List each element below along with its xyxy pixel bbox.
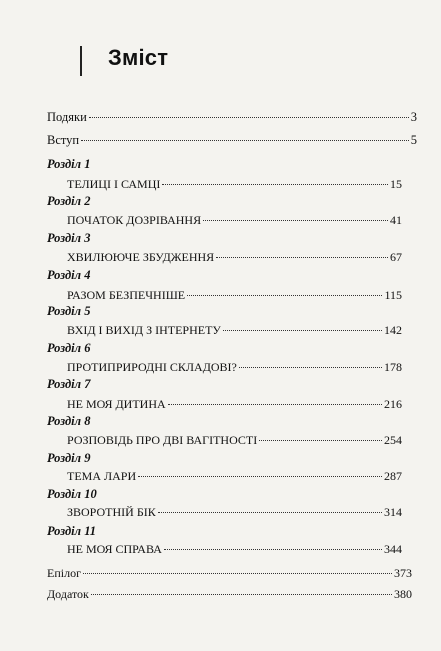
chapter-title: ХВИЛЮЮЧЕ ЗБУДЖЕННЯ — [67, 250, 215, 264]
toc-entry-chapter — [67, 469, 402, 483]
toc-entry-page: 373 — [394, 566, 412, 580]
chapter-page: 287 — [384, 469, 402, 483]
chapter-title: ПРОТИПРИРОДНІ СКЛАДОВІ? — [67, 360, 237, 374]
section-label: Розділ 11 — [47, 524, 97, 538]
section-label: Розділ 6 — [47, 341, 91, 355]
dot-leader — [187, 295, 382, 296]
section-label: Розділ 4 — [47, 268, 91, 282]
toc-entry-epilogue — [47, 566, 412, 580]
toc-entry-page: 5 — [410, 133, 417, 147]
dot-leader — [164, 549, 382, 550]
dot-leader — [158, 512, 382, 513]
chapter-page: 216 — [384, 397, 402, 411]
chapter-title: ВХІД І ВИХІД З ІНТЕРНЕТУ — [67, 323, 221, 337]
toc-entry-label: Подяки — [47, 110, 87, 124]
toc-entry-chapter — [67, 542, 402, 556]
toc-entry-chapter — [67, 433, 402, 447]
title-rule — [80, 46, 82, 76]
dot-leader — [259, 440, 382, 441]
toc-entry-chapter — [67, 397, 402, 411]
chapter-title: РОЗПОВІДЬ ПРО ДВІ ВАГІТНОСТІ — [67, 433, 258, 447]
dot-leader — [223, 330, 382, 331]
section-label: Розділ 7 — [47, 377, 91, 391]
section-label: Розділ 5 — [47, 304, 91, 318]
toc-entry-chapter — [67, 250, 402, 264]
chapter-title: ТЕМА ЛАРИ — [67, 469, 137, 483]
page-title: Зміст — [108, 45, 169, 70]
chapter-page: 67 — [390, 250, 402, 264]
toc-entry-chapter — [67, 323, 402, 337]
toc-entry-label: Епілог — [47, 566, 81, 580]
dot-leader — [89, 117, 409, 118]
dot-leader — [138, 476, 382, 477]
toc-entry-label: Додаток — [47, 587, 89, 601]
toc-entry-acknowledgements — [47, 110, 417, 124]
section-label: Розділ 3 — [47, 231, 91, 245]
dot-leader — [203, 220, 388, 221]
dot-leader — [162, 184, 388, 185]
section-label: Розділ 8 — [47, 414, 91, 428]
chapter-page: 115 — [384, 288, 402, 302]
chapter-title: НЕ МОЯ СПРАВА — [67, 542, 162, 556]
toc-entry-introduction — [47, 133, 417, 147]
toc-entry-chapter — [67, 288, 402, 302]
chapter-page: 178 — [384, 360, 402, 374]
toc-entry-chapter — [67, 213, 402, 227]
chapter-title: НЕ МОЯ ДИТИНА — [67, 397, 166, 411]
toc-entry-page: 3 — [410, 110, 417, 124]
section-label: Розділ 10 — [47, 487, 97, 501]
chapter-page: 142 — [384, 323, 402, 337]
chapter-title: ТЕЛИЦІ І САМЦІ — [67, 177, 161, 191]
toc-entry-chapter — [67, 177, 402, 191]
dot-leader — [239, 367, 382, 368]
section-label: Розділ 1 — [47, 157, 91, 171]
section-label: Розділ 2 — [47, 194, 91, 208]
chapter-page: 314 — [384, 505, 402, 519]
dot-leader — [81, 140, 409, 141]
chapter-title: ЗВОРОТНІЙ БІК — [67, 505, 156, 519]
chapter-page: 41 — [390, 213, 402, 227]
chapter-page: 15 — [390, 177, 402, 191]
dot-leader — [168, 404, 382, 405]
chapter-title: РАЗОМ БЕЗПЕЧНІШЕ — [67, 288, 186, 302]
toc-entry-label: Вступ — [47, 133, 80, 147]
chapter-page: 344 — [384, 542, 402, 556]
toc-entry-chapter — [67, 505, 402, 519]
chapter-page: 254 — [384, 433, 402, 447]
toc-entry-appendix — [47, 587, 412, 601]
toc-entry-chapter — [67, 360, 402, 374]
chapter-title: ПОЧАТОК ДОЗРІВАННЯ — [67, 213, 202, 227]
toc-entry-page: 380 — [394, 587, 412, 601]
section-label: Розділ 9 — [47, 451, 91, 465]
dot-leader — [91, 594, 392, 595]
dot-leader — [216, 257, 388, 258]
dot-leader — [83, 573, 392, 574]
